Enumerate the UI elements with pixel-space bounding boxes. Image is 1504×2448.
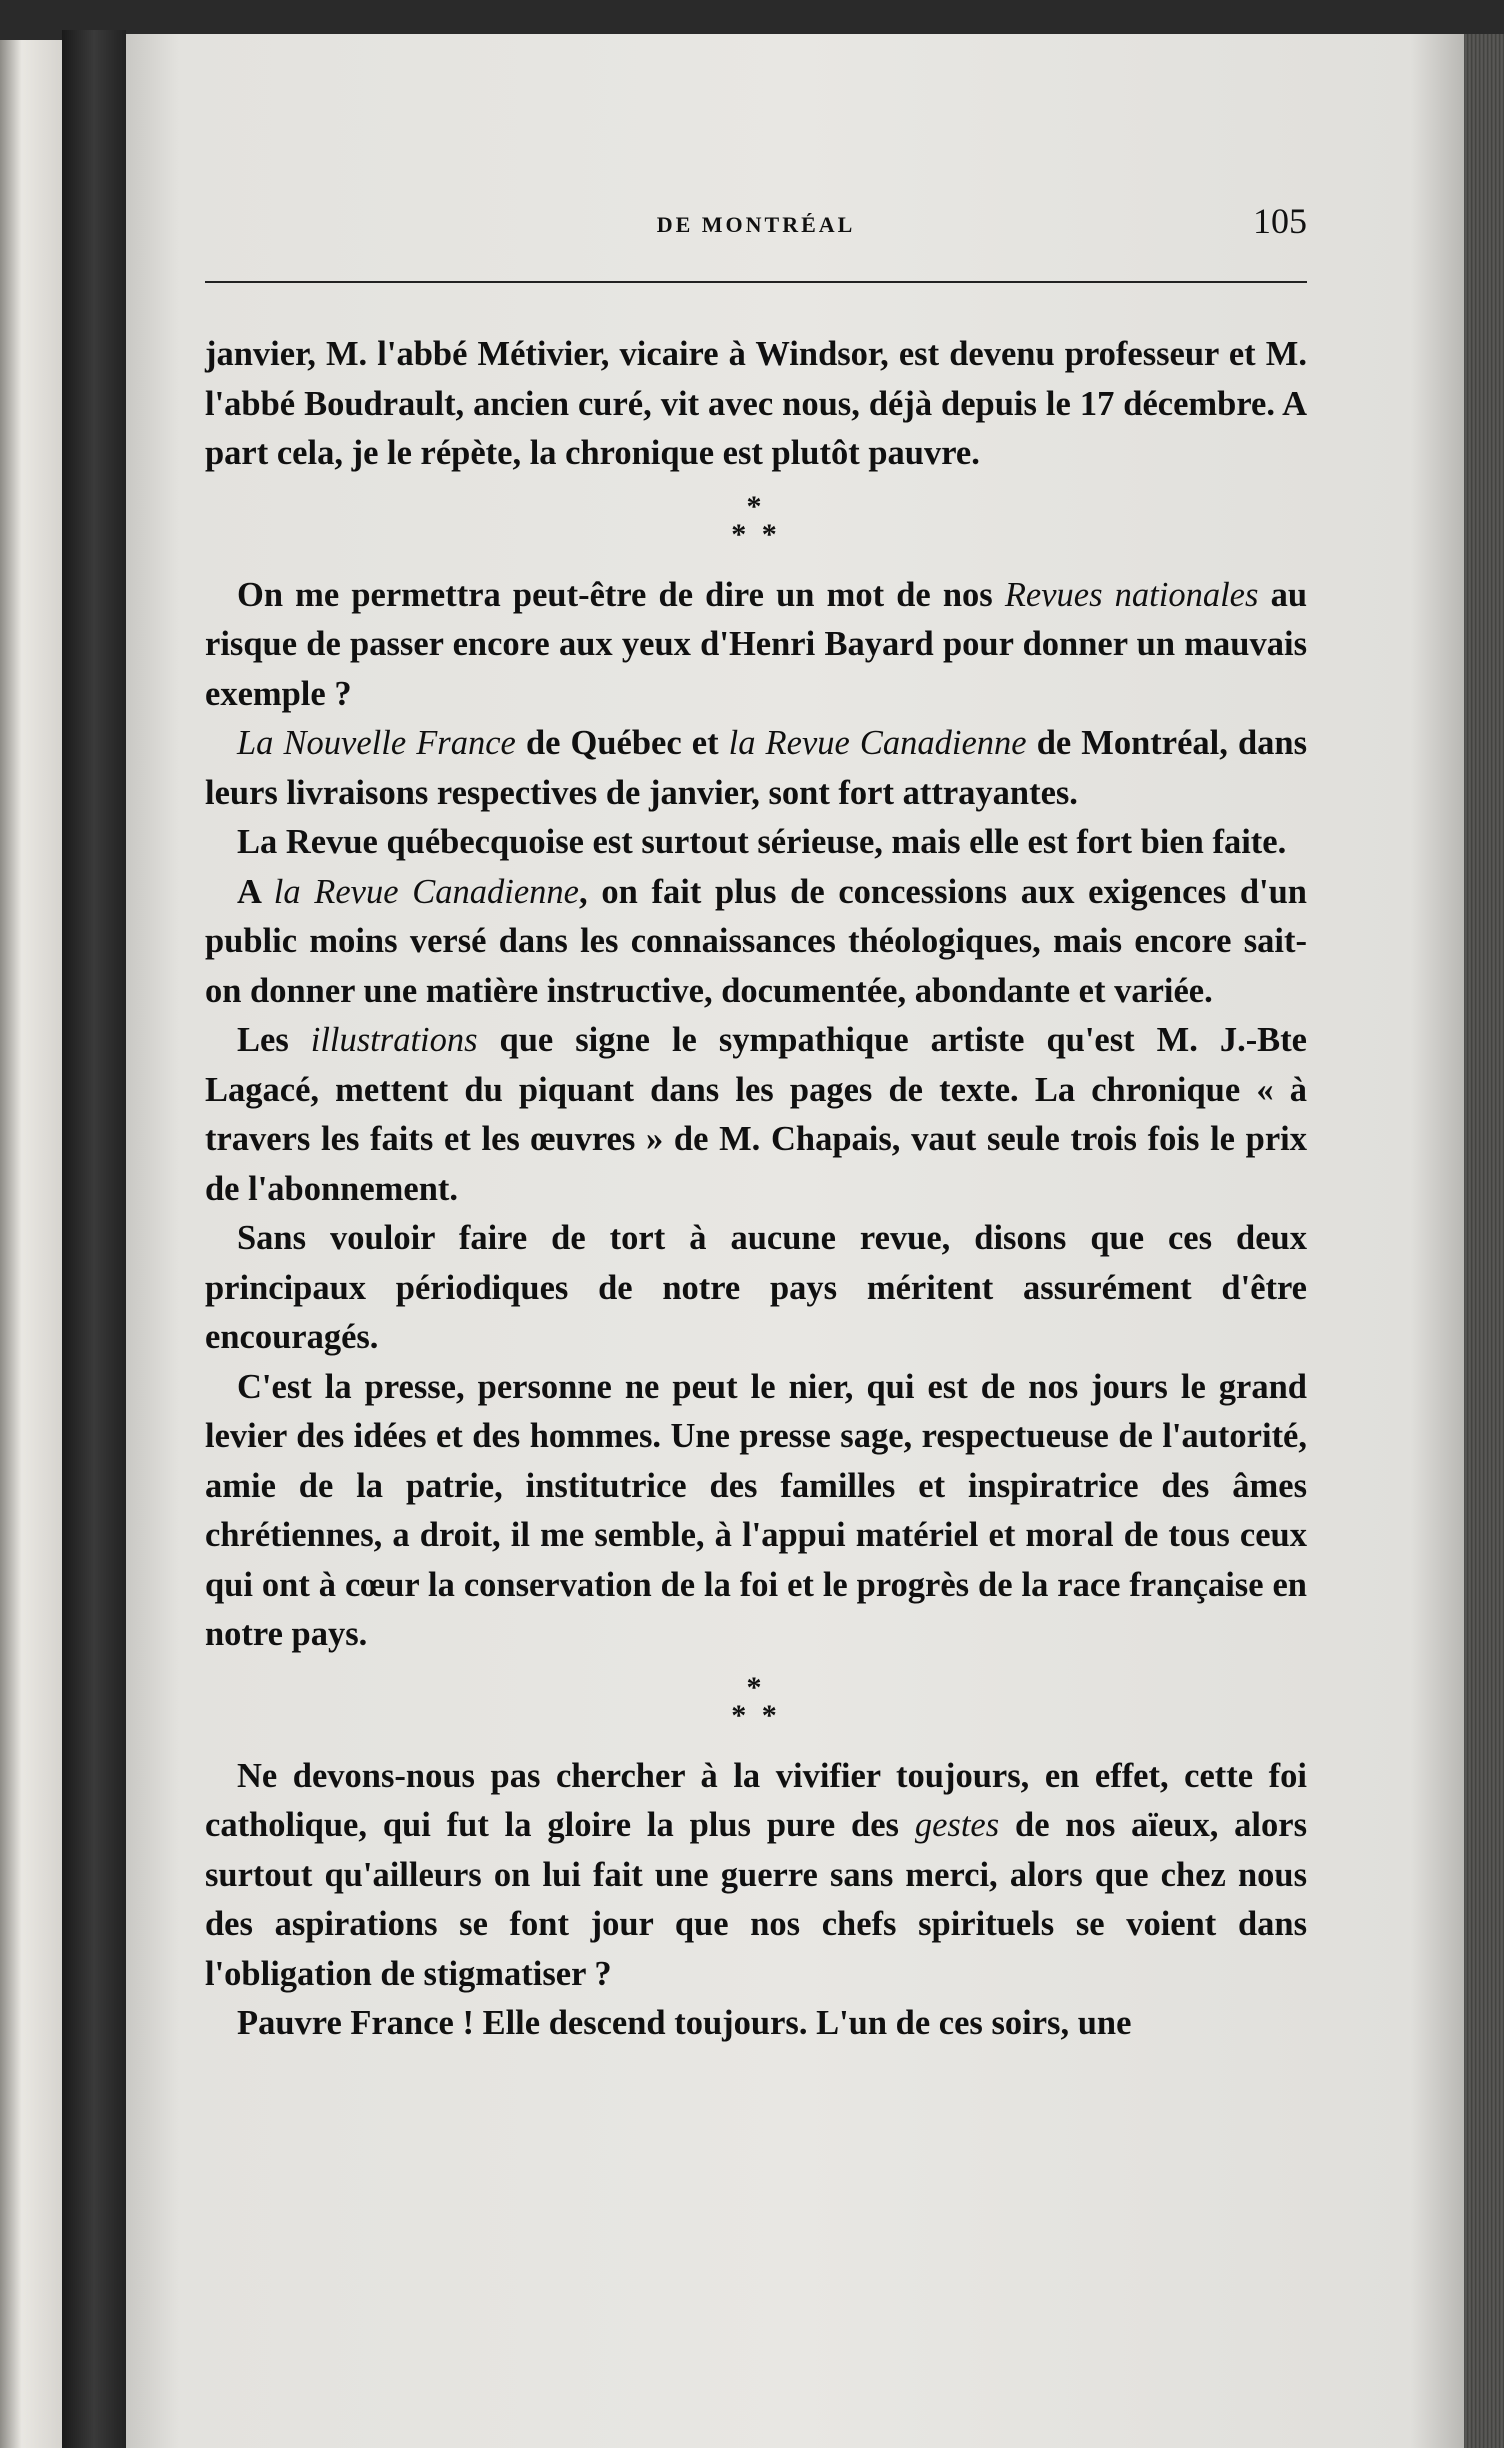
paragraph: Sans vouloir faire de tort à aucune revue, disons que ces deux principaux périodiques de notre pays méritent assurément d'être encouragés. xyxy=(205,1219,1307,1356)
separator-bottom: * * xyxy=(731,1698,781,1732)
italic-title: la Revue Canadienne xyxy=(728,724,1027,762)
italic-title: la Revue Canadienne xyxy=(273,872,579,911)
italic-title: La Nouvelle France xyxy=(237,724,516,762)
section-separator xyxy=(205,1670,1307,1732)
paragraph: Ne devons-nous pas chercher à la vivifier toujours, en effet, cette foi catholique, qui fut la gloire la plus pure des gestes de nos aïeux, alors surtout qu'ailleurs on lui fait une guerre sans merci, alors que chez nous des aspirations se font jour que nos chefs spirituels se voient dans l'obligation de stigmatiser ? xyxy=(205,1756,1307,1993)
section-separator xyxy=(205,489,1307,551)
page-header xyxy=(205,200,1307,270)
paragraph: La Revue québecquoise est surtout sérieuse, mais elle est fort bien faite. xyxy=(237,823,1287,861)
italic-title: Revues nationales xyxy=(1004,575,1259,614)
separator-top: * xyxy=(746,489,766,523)
italic-word: illustrations xyxy=(310,1021,478,1059)
italic-word: gestes xyxy=(914,1806,1000,1844)
header-rule xyxy=(205,281,1307,283)
facing-page-edge xyxy=(0,40,62,2448)
paragraph: On me permettra peut-être de dire un mot de nos Revues nationales au risque de passer encore aux yeux d'Henri Bayard pour donner un mauvais exemple ? xyxy=(205,575,1307,713)
paragraph: A la Revue Canadienne, on fait plus de concessions aux exigences d'un public moins versé dans les connaissances théologiques, mais encore sait-on donner une matière instructive, documentée, abondante et variée. xyxy=(205,872,1307,1010)
paragraph: Pauvre France ! Elle descend toujours. L'un de ces soirs, une xyxy=(237,2004,1132,2042)
paragraph: Les illustrations que signe le sympathique artiste qu'est M. J.-Bte Lagacé, mettent du piquant dans les pages de texte. La chronique « à travers les faits et les œuvres » de M. Chapais, vaut seule trois fois le prix de l'abonnement. xyxy=(205,1021,1307,1208)
running-title: DE MONTRÉAL xyxy=(656,212,856,237)
body-text xyxy=(205,330,1307,2049)
page-stack-edge xyxy=(1464,34,1504,2448)
separator-bottom: * * xyxy=(731,517,781,551)
book-gutter xyxy=(62,30,126,2448)
page-number: 105 xyxy=(1253,201,1307,241)
paragraph: La Nouvelle France de Québec et la Revue Canadienne de Montréal, dans leurs livraisons respectives de janvier, sont fort attrayantes. xyxy=(205,724,1307,812)
separator-top: * xyxy=(746,1670,766,1704)
paragraph: janvier, M. l'abbé Métivier, vicaire à Windsor, est devenu professeur et M. l'abbé Boudrault, ancien curé, vit avec nous, déjà depuis le 17 décembre. A part cela, je le répète, la chronique est plutôt pauvre. xyxy=(205,335,1307,472)
paragraph: C'est la presse, personne ne peut le nier, qui est de nos jours le grand levier des idées et des hommes. Une presse sage, respectueuse de l'autorité, amie de la patrie, institutrice des familles et inspiratrice des âmes chrétiennes, a droit, il me semble, à l'appui matériel et moral de tous ceux qui ont à cœur la conservation de la foi et le progrès de la race française en notre pays. xyxy=(205,1367,1307,1653)
